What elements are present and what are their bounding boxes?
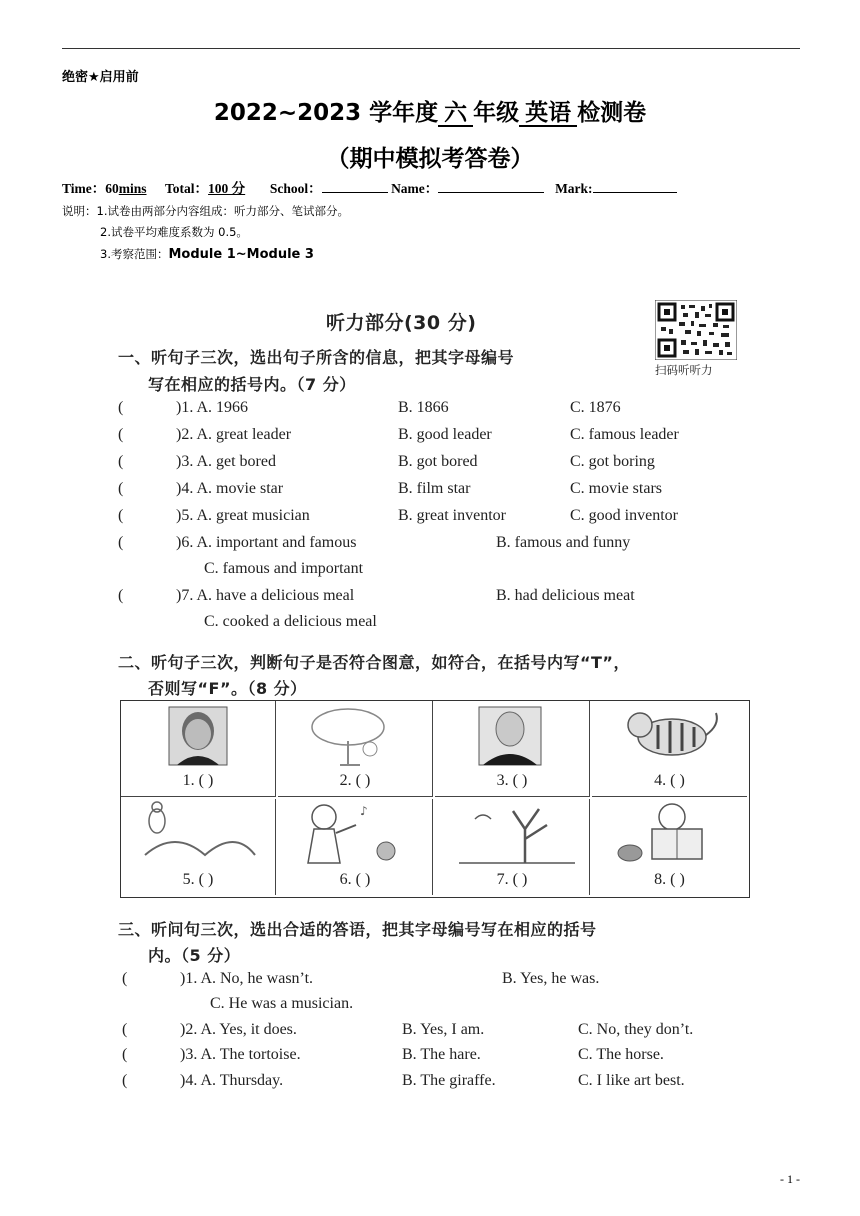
school-blank[interactable] <box>322 180 388 193</box>
answer-paren[interactable]: ( <box>118 453 124 470</box>
picture-cell-2 <box>278 701 433 797</box>
picture-cell-1 <box>121 701 276 797</box>
total-label: Total： <box>165 181 209 196</box>
option-c: C. famous and important <box>204 560 364 577</box>
answer-paren[interactable]: ( <box>118 534 124 551</box>
picture-cell-4 <box>592 701 747 797</box>
option-c: C. movie stars <box>570 480 662 497</box>
picture-cell-7 <box>435 799 590 895</box>
time-unit: mins <box>118 181 147 196</box>
answer-paren[interactable]: ( <box>118 587 124 604</box>
picture-grid <box>120 700 750 898</box>
answer-paren[interactable]: ( <box>118 507 124 524</box>
answer-paren[interactable]: ( <box>118 399 124 416</box>
top-rule <box>62 48 800 49</box>
note-item-2: 2.试卷平均难度系数为 0.5。 <box>100 225 248 239</box>
option-b: B. great inventor <box>398 507 506 524</box>
picture-cell-5 <box>121 799 276 895</box>
option-c: C. good inventor <box>570 507 678 524</box>
note-item-3-range: Module 1~Module 3 <box>168 247 314 262</box>
option-c: C. The horse. <box>578 1046 664 1063</box>
name-label: Name： <box>391 181 439 196</box>
option-c: C. He was a musician. <box>210 995 354 1012</box>
picture-label[interactable]: 7. ( ) <box>496 871 528 888</box>
picture-label[interactable]: 3. ( ) <box>496 772 528 789</box>
option-c: C. I like art best. <box>578 1072 685 1089</box>
bare-tree-bird-icon <box>435 799 590 869</box>
option-c: C. famous leader <box>570 426 679 443</box>
total-value: 100 分 <box>208 181 246 196</box>
qr-code[interactable] <box>655 300 737 360</box>
list-item: ( )7. A. have a delicious meal <box>118 587 355 604</box>
part1-heading-1: 一、听句子三次，选出句子所含的信息，把其字母编号 <box>118 348 515 367</box>
list-item: ( )2. A. great leader <box>118 426 292 443</box>
option-c: C. No, they don’t. <box>578 1021 694 1038</box>
option-b: B. had delicious meat <box>496 587 635 604</box>
title-grade-suffix: 年级 <box>473 100 520 126</box>
boy-reading-icon <box>592 799 747 869</box>
picture-label[interactable]: 5. ( ) <box>182 871 214 888</box>
option-c: C. got boring <box>570 453 655 470</box>
picture-cell-6 <box>278 799 433 895</box>
title-year: 2022~2023 学年度 <box>213 100 439 126</box>
name-blank[interactable] <box>438 180 544 193</box>
mark-blank[interactable] <box>593 180 677 193</box>
answer-paren[interactable]: ( <box>122 1021 128 1038</box>
option-b: B. got bored <box>398 453 478 470</box>
part3-heading-1: 三、听问句三次，选出合适的答语，把其字母编号写在相应的括号 <box>118 920 597 939</box>
portrait-older-man-icon <box>435 701 590 771</box>
svg-text:♪: ♪ <box>360 804 368 818</box>
list-item: ( )1. A. 1966 <box>118 399 248 416</box>
portrait-man-icon <box>121 701 276 771</box>
time-value: 60 <box>105 181 119 196</box>
title-suffix: 检测卷 <box>577 100 647 126</box>
option-c: C. 1876 <box>570 399 621 416</box>
part2-heading-1: 二、听句子三次，判断句子是否符合图意，如符合，在括号内写“T”， <box>118 653 630 672</box>
picture-cell-8 <box>592 799 747 895</box>
picture-label[interactable]: 2. ( ) <box>339 772 371 789</box>
option-b: B. Yes, I am. <box>402 1021 485 1038</box>
list-item: ( )1. A. No, he wasn’t. <box>122 970 314 987</box>
part2-heading-2: 否则写“F”。（8 分） <box>148 679 307 698</box>
option-b: B. The hare. <box>402 1046 481 1063</box>
picture-label[interactable]: 1. ( ) <box>182 772 214 789</box>
title-subject: 英语 <box>519 101 577 127</box>
part3-heading-2: 内。（5 分） <box>148 946 241 965</box>
note-item-1: 1.试卷由两部分内容组成：听力部分、笔试部分。 <box>96 204 349 218</box>
answer-paren[interactable]: ( <box>122 1072 128 1089</box>
title-grade: 六 <box>438 101 473 127</box>
option-b: B. good leader <box>398 426 492 443</box>
note-line-3 <box>100 246 314 262</box>
kangaroo-bridge-icon <box>121 799 276 869</box>
list-item: ( )3. A. The tortoise. <box>122 1046 301 1063</box>
tiger-icon <box>592 701 747 771</box>
option-b: B. 1866 <box>398 399 449 416</box>
option-b: B. Yes, he was. <box>502 970 600 987</box>
mark-label: Mark: <box>555 181 593 196</box>
qr-code-icon <box>655 300 737 360</box>
school-label: School： <box>269 181 322 196</box>
list-item: ( )5. A. great musician <box>118 507 310 524</box>
part1-heading-2: 写在相应的括号内。（7 分） <box>148 375 356 394</box>
picture-label[interactable]: 6. ( ) <box>339 871 371 888</box>
picture-label[interactable]: 4. ( ) <box>654 772 685 789</box>
note-item-3-prefix: 3.考察范围： <box>100 247 169 261</box>
girl-violin-cat-icon <box>278 799 433 869</box>
page-number: - 1 - <box>780 1172 800 1186</box>
listening-title: 听力部分(30 分) <box>326 312 477 334</box>
time-label: Time： <box>62 181 106 196</box>
qr-caption: 扫码听听力 <box>655 363 713 377</box>
list-item: ( )2. A. Yes, it does. <box>122 1021 297 1038</box>
note-prefix: 说明： <box>62 204 97 218</box>
picture-cell-3 <box>435 701 590 797</box>
answer-paren[interactable]: ( <box>122 1046 128 1063</box>
list-item: ( )6. A. important and famous <box>118 534 357 551</box>
note-line-1 <box>62 203 349 219</box>
list-item: ( )4. A. movie star <box>118 480 284 497</box>
option-b: B. The giraffe. <box>402 1072 496 1089</box>
list-item: ( )4. A. Thursday. <box>122 1072 284 1089</box>
option-b: B. film star <box>398 480 471 497</box>
confidential-label: 绝密★启用前 <box>62 70 139 85</box>
answer-paren[interactable]: ( <box>118 426 124 443</box>
tree-sketch-icon <box>278 701 433 771</box>
answer-paren[interactable]: ( <box>118 480 124 497</box>
exam-title <box>0 94 860 127</box>
option-c: C. cooked a delicious meal <box>204 613 377 630</box>
info-line <box>62 177 677 197</box>
option-b: B. famous and funny <box>496 534 631 551</box>
exam-subtitle: （期中模拟考答卷） <box>326 146 534 172</box>
answer-paren[interactable]: ( <box>122 970 128 987</box>
list-item: ( )3. A. get bored <box>118 453 276 470</box>
picture-label[interactable]: 8. ( ) <box>654 871 685 888</box>
